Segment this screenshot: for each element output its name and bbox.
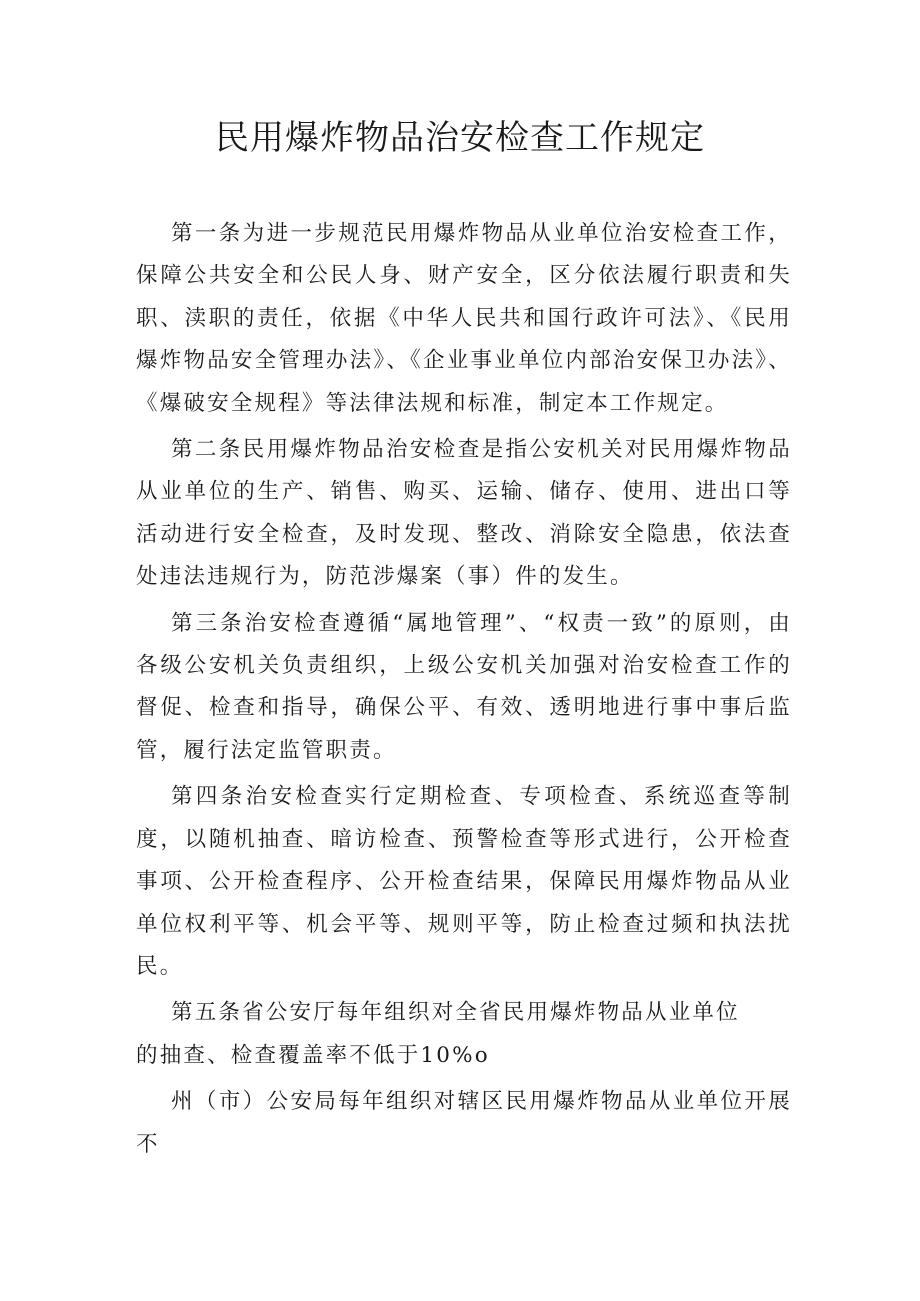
article-4: 第四条治安检查实行定期检查、专项检查、系统巡查等制度，以随机抽查、暗访检查、预警检查等形式进行，公开检查事项、公开检查程序、公开检查结果，保障民用爆炸物品从业单位权利平等、机会平等、规则平等，防止检查过频和执法扰民。 bbox=[136, 784, 792, 979]
article-5-continuation: 州（市）公安局每年组织对辖区民用爆炸物品从业单位开展不 bbox=[136, 1089, 792, 1157]
article-3: 第三条治安检查遵循“属地管理”、“权责一致”的原则，由各级公安机关负责组织，上级公安机关加强对治安检查工作的督促、检查和指导，确保公平、有效、透明地进行事中事后监管，履行法定监管职责。 bbox=[136, 610, 792, 763]
document-title: 民用爆炸物品治安检查工作规定 bbox=[215, 118, 705, 158]
article-5-line-2: 的抽查、检查覆盖率不低于10%o bbox=[136, 1042, 490, 1068]
document-body bbox=[136, 213, 792, 1170]
article-5-line-1: 第五条省公安厅每年组织对全省民用爆炸物品从业单位 bbox=[171, 1000, 740, 1026]
article-1: 第一条为进一步规范民用爆炸物品从业单位治安检查工作，保障公共安全和公民人身、财产安全，区分依法履行职责和失职、渎职的责任，依据《中华人民共和国行政许可法》、《民用爆炸物品安全管理办法》、《企业事业单位内部治安保卫办法》、《爆破安全规程》等法律法规和标准，制定本工作规定。 bbox=[136, 221, 792, 416]
article-2: 第二条民用爆炸物品治安检查是指公安机关对民用爆炸物品从业单位的生产、销售、购买、运输、储存、使用、进出口等活动进行安全检查，及时发现、整改、消除安全隐患，依法查处违法违规行为，防范涉爆案（事）件的发生。 bbox=[136, 437, 792, 590]
